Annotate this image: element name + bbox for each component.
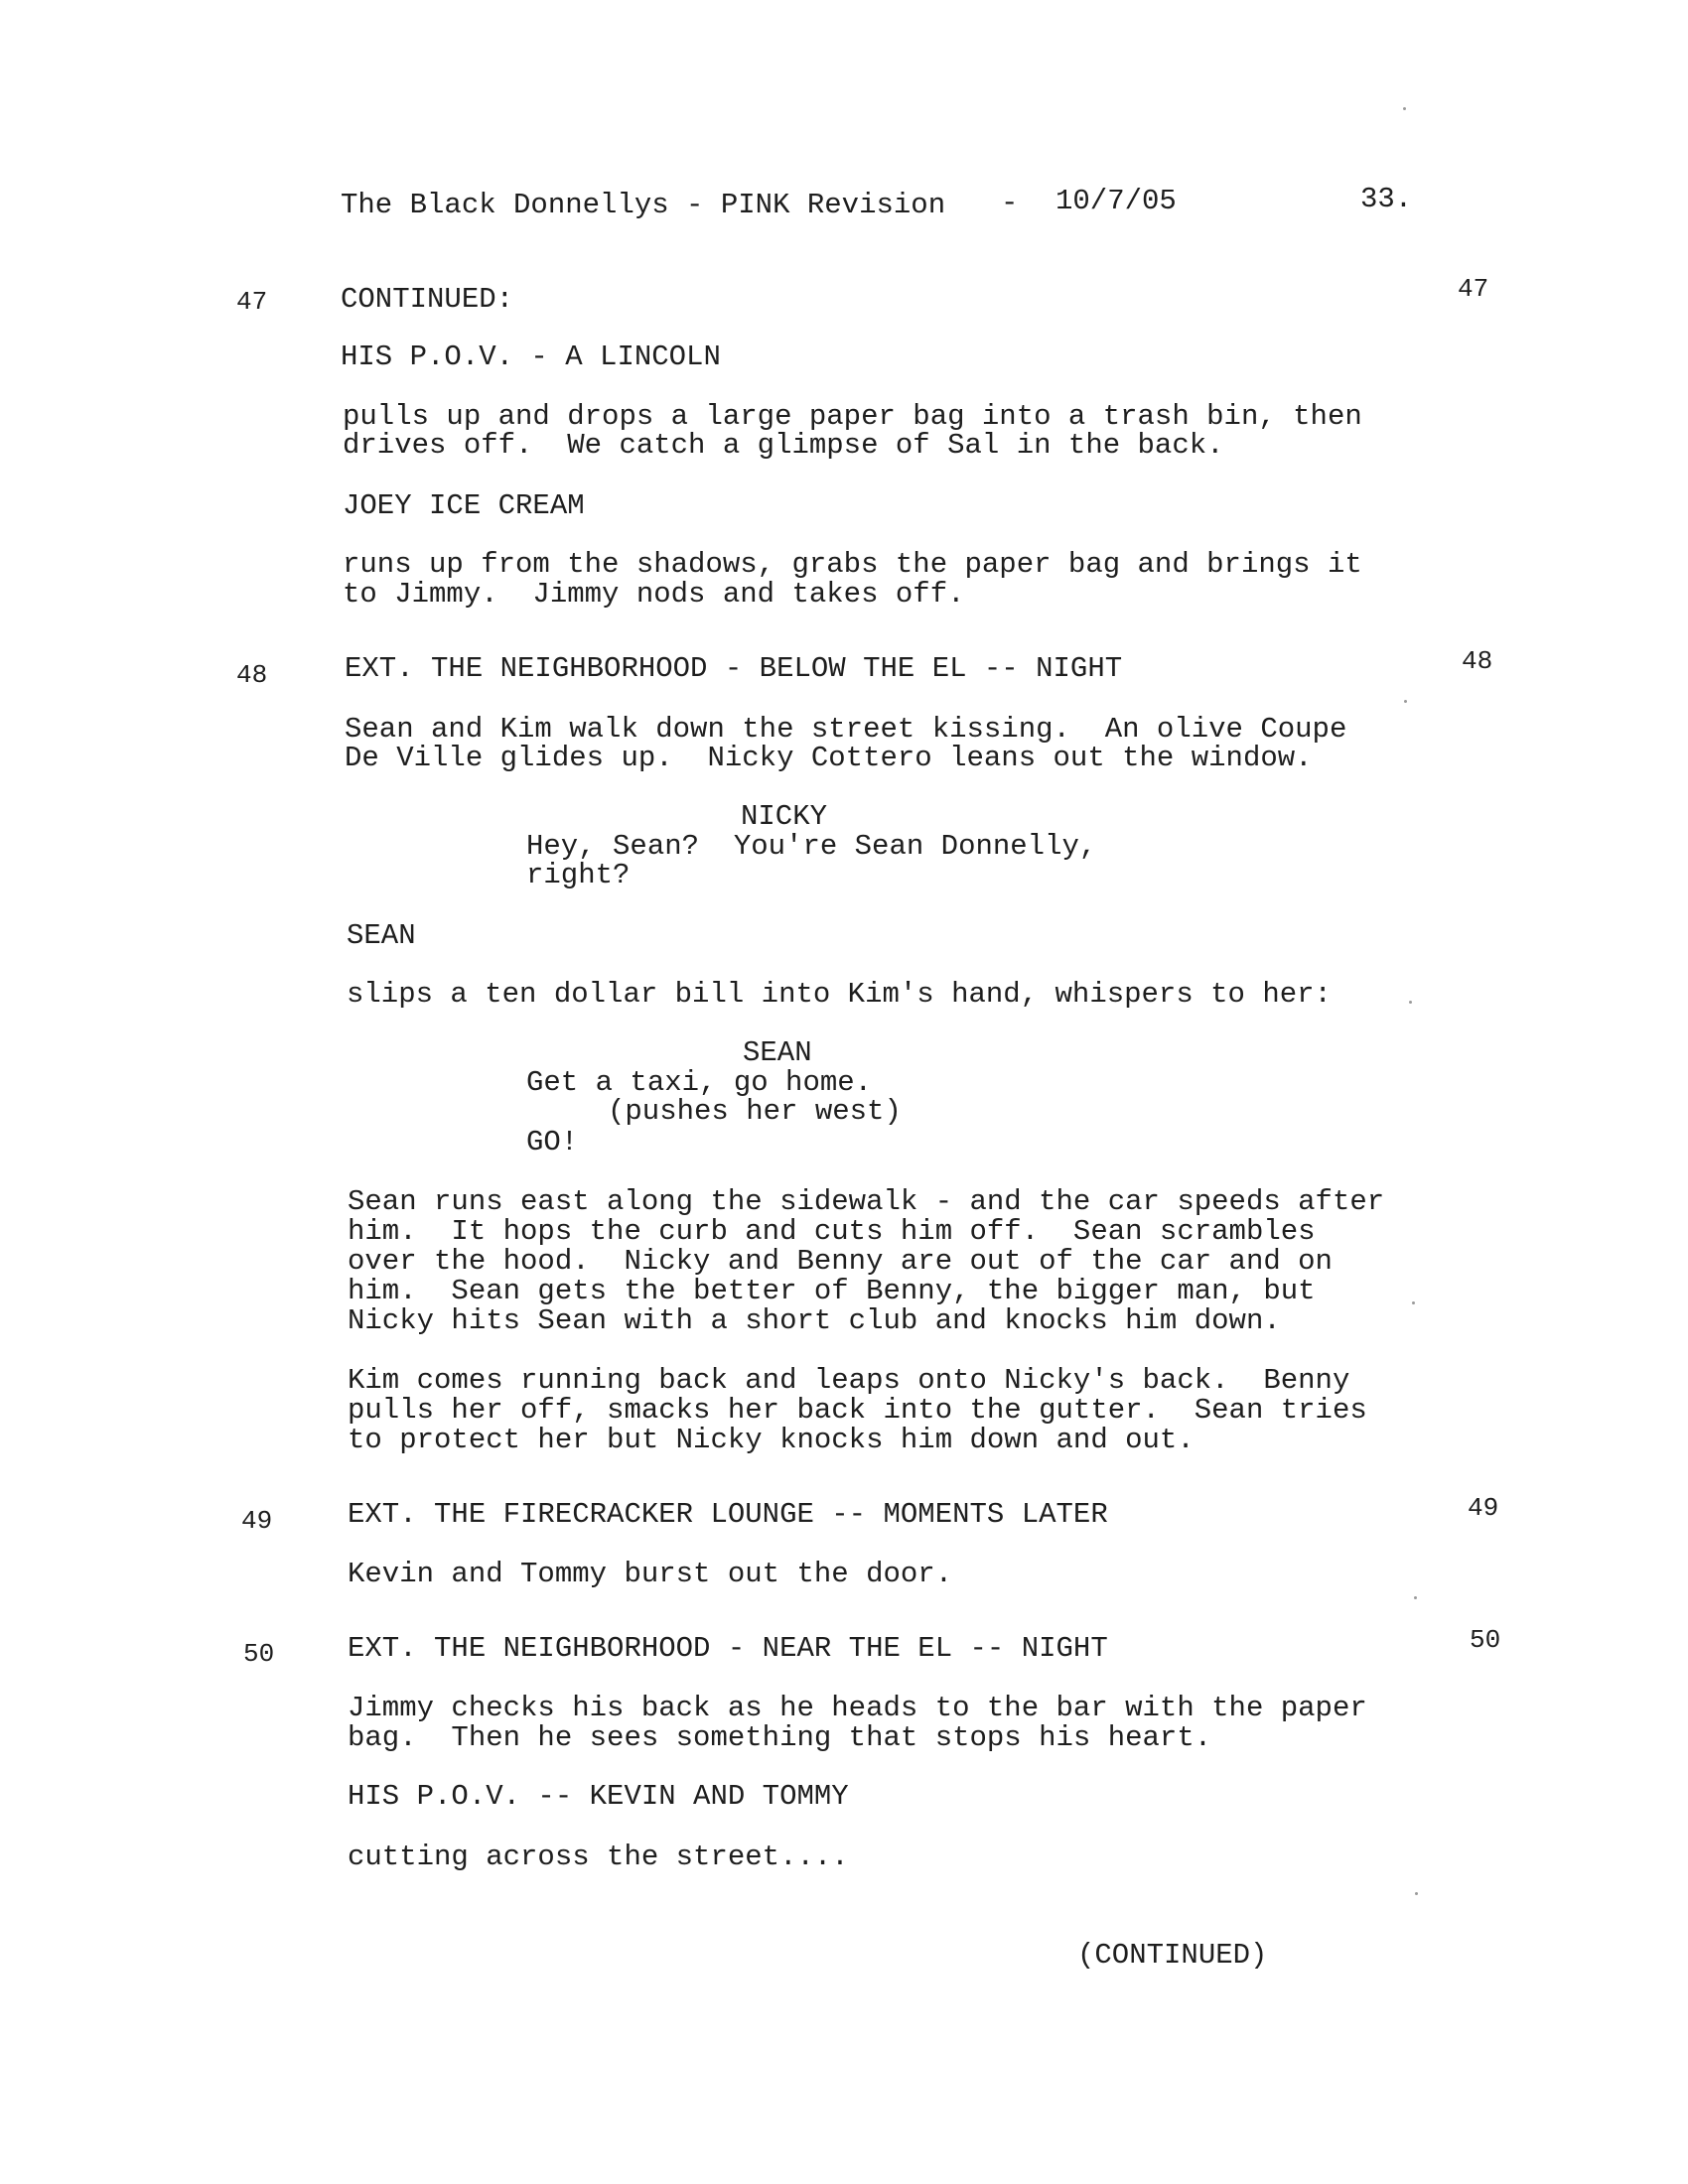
scene-heading: EXT. THE NEIGHBORHOOD - BELOW THE EL -- NIGHT: [345, 652, 1123, 685]
scan-speck: [1412, 1301, 1415, 1304]
scene-number-right: 50: [1470, 1625, 1501, 1655]
continued-footer: (CONTINUED): [1077, 1939, 1268, 1972]
scan-speck: [1404, 700, 1407, 703]
action-line: Nicky hits Sean with a short club and knocks him down.: [348, 1304, 1281, 1337]
character-line: SEAN: [347, 919, 416, 952]
pov-line: HIS P.O.V. - A LINCOLN: [341, 341, 721, 373]
action-line: Kevin and Tommy burst out the door.: [348, 1558, 953, 1590]
action-line: to Jimmy. Jimmy nods and takes off.: [343, 578, 965, 611]
action-line: to protect her but Nicky knocks him down and out.: [348, 1424, 1195, 1456]
dialogue-character: NICKY: [741, 800, 828, 833]
scan-speck: [1415, 1892, 1418, 1895]
action-line: Jimmy checks his back as he heads to the bar with the paper: [348, 1692, 1367, 1724]
header-date: 10/7/05: [1055, 185, 1177, 217]
scan-speck: [1403, 107, 1406, 110]
parenthetical: (pushes her west): [608, 1095, 902, 1128]
dialogue-line: GO!: [526, 1126, 579, 1159]
scene-heading: EXT. THE NEIGHBORHOOD - NEAR THE EL -- NIGHT: [348, 1632, 1108, 1665]
scene-number-left: 49: [241, 1506, 273, 1536]
scene-number-left: 47: [236, 287, 268, 317]
scene-number-left: 48: [236, 660, 268, 690]
page-number: 33.: [1360, 183, 1413, 215]
action-line: slips a ten dollar bill into Kim's hand, whispers to her:: [347, 978, 1332, 1011]
scene-heading: EXT. THE FIRECRACKER LOUNGE -- MOMENTS LATER: [348, 1498, 1108, 1531]
action-line: over the hood. Nicky and Benny are out of the car and on: [348, 1245, 1333, 1278]
dialogue-line: Hey, Sean? You're Sean Donnelly,: [526, 830, 1097, 863]
dialogue-line: Get a taxi, go home.: [526, 1066, 873, 1099]
action-line: cutting across the street....: [348, 1841, 849, 1873]
action-line: pulls up and drops a large paper bag into a trash bin, then: [343, 400, 1362, 433]
character-line: JOEY ICE CREAM: [343, 489, 585, 522]
action-line: him. Sean gets the better of Benny, the bigger man, but: [348, 1275, 1316, 1307]
scene-number-right: 49: [1468, 1493, 1499, 1523]
dialogue-character: SEAN: [743, 1036, 812, 1069]
action-line: bag. Then he sees something that stops his heart.: [348, 1721, 1212, 1754]
action-line: him. It hops the curb and cuts him off. Sean scrambles: [348, 1215, 1316, 1248]
scan-speck: [1409, 1001, 1412, 1004]
scene-number-left: 50: [243, 1639, 275, 1669]
header-separator: -: [1001, 187, 1019, 219]
scene-number-right: 47: [1458, 274, 1489, 304]
action-line: pulls her off, smacks her back into the gutter. Sean tries: [348, 1394, 1367, 1427]
action-line: De Ville glides up. Nicky Cottero leans out the window.: [345, 742, 1313, 774]
header-title: The Black Donnellys - PINK Revision: [341, 189, 946, 221]
action-line: Kim comes running back and leaps onto Nicky's back. Benny: [348, 1364, 1350, 1397]
action-line: runs up from the shadows, grabs the paper bag and brings it: [343, 548, 1362, 581]
action-line: Sean and Kim walk down the street kissing. An olive Coupe: [345, 713, 1347, 746]
action-line: Sean runs east along the sidewalk - and the car speeds after: [348, 1185, 1385, 1218]
scene-heading: CONTINUED:: [341, 283, 514, 316]
dialogue-line: right?: [526, 859, 631, 891]
pov-line: HIS P.O.V. -- KEVIN AND TOMMY: [348, 1780, 849, 1813]
scan-speck: [1414, 1596, 1417, 1599]
scene-number-right: 48: [1462, 646, 1493, 676]
action-line: drives off. We catch a glimpse of Sal in the back.: [343, 429, 1224, 462]
